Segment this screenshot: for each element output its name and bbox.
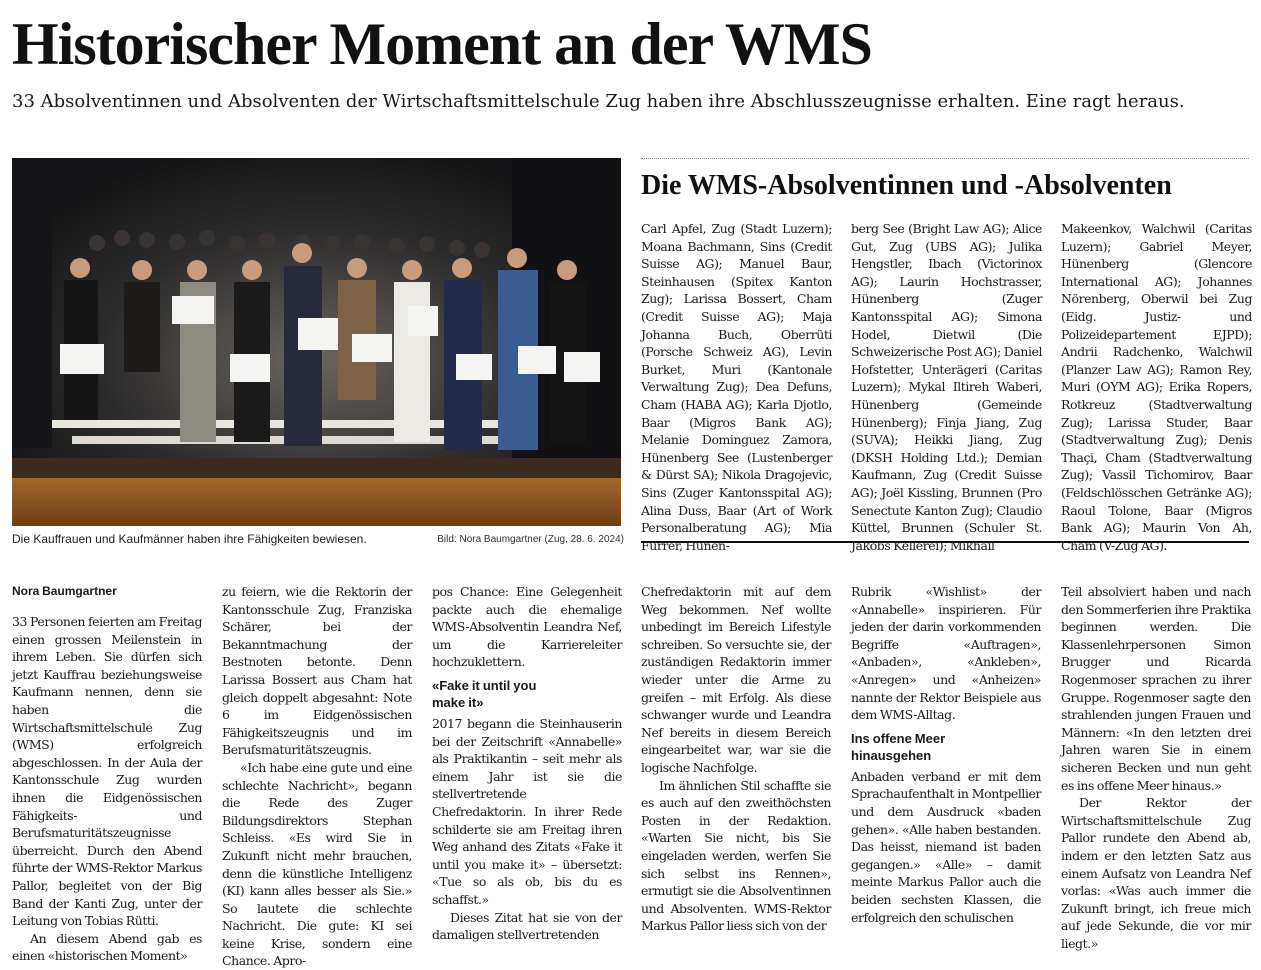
body-paragraph: An diesem Abend gab es einen «historischen Moment»	[12, 930, 202, 964]
body-column-2	[222, 583, 412, 969]
body-paragraph: Anbaden verband er mit dem Sprachaufenthalt in Montpellier und dem Ausdruck «baden gehen». «Alle haben bestanden. Das heisst, niemand ist baden gegangen.» «Alle» – damit meinte Markus Pallor auch die beiden sechsten Klassen, die erfolgreich den schulischen	[851, 768, 1041, 925]
body-paragraph: 33 Personen feierten am Freitag einen grossen Meilenstein in ihrem Leben. Sie dürfen sich jetzt Kauffrau beziehungsweise Kaufmann nennen, denn sie haben die Wirtschaftsmittelschule Zug (WMS) erfolgreich abgeschlossen. In der Aula der Kantonsschule Zug wurden ihnen die Eidgenössischen Fähigkeits- und Berufsmaturitätszeugnisse überreicht. Durch den Abend führte der WMS-Rektor Markus Pallor, begleitet von der Big Band der Kanti Zug, unter der Leitung von Tobias Rütti.	[12, 614, 202, 929]
subtitle: 33 Absolventinnen und Absolventen der Wirtschaftsmittelschule Zug haben ihre Abschlusszeugnisse erhalten. Eine ragt heraus.	[12, 91, 1185, 112]
body-column-3	[432, 583, 622, 943]
subheading-offenes-meer: Ins offene Meer hinausgehen	[851, 730, 946, 763]
body-paragraph: 2017 begann die Steinhauserin bei der Zeitschrift «Annabelle» als Praktikantin – seit mehr als einem Jahr ist sie die stellvertretende Chefredaktorin. In ihrer Rede schilderte sie am Freitag ihren Weg anhand des Zitats «Fake it until you make it» – übersetzt: «Tue so als ob, bis du es schaffst.»	[432, 715, 622, 907]
author-byline: Nora Baumgartner	[12, 584, 117, 598]
caption-text: Die Kauffrauen und Kaufmänner haben ihre Fähigkeiten bewiesen.	[12, 532, 367, 546]
photo-caption	[12, 531, 624, 547]
subheading-fake-it: «Fake it until you make it»	[432, 677, 537, 710]
body-paragraph: Chefredaktorin mit auf dem Weg bekommen. Nef wollte unbedingt im Bereich Lifestyle schreiben. So versuchte sie, der zuständigen Redaktorin immer wieder unter die Arme zu greifen – mit Erfolg. Als diese schwanger wurde und Leandra Nef bereits in diesem Bereich eingearbeitet war, war sie die logische Nachfolge.	[641, 584, 831, 775]
group-photo-illustration	[12, 158, 621, 526]
body-paragraph: «Ich habe eine gute und eine schlechte Nachricht», begann die Rede des Zuger Bildungsdirektors Stephan Schleiss. «Es wird Sie in Zukunft nicht mehr brauchen, denn die künstliche Intelligenz (KI) kann alles besser als Sie.» So lautete die schlechte Nachricht. Die gute: KI sei keine Krise, sondern eine Chance. Apro-	[222, 759, 412, 969]
body-paragraph: zu feiern, wie die Rektorin der Kantonsschule Zug, Franziska Schärer, bei der Bekanntmachung der Bestnoten betonte. Denn Larissa Bossert aus Cham hat gleich doppelt abgesahnt: Note 6 im Eidgenössischen Fähigkeitszeugnis und im Berufsmaturitätszeugnis.	[222, 584, 412, 758]
body-paragraph: pos Chance: Eine Gelegenheit packte auch die ehemalige WMS-Absolventin Leandra Nef, um die Karriereleiter hochzuklettern.	[432, 584, 622, 670]
body-paragraph: Rubrik «Wishlist» der «Annabelle» inspirieren. Für jeden der darin vorkommenden Begriffe «Auftragen», «Anbaden», «Ankleben», «Anregen» und «Anheizen» nannte der Rektor Beispiele aus dem WMS-Alltag.	[851, 584, 1041, 723]
box-top-rule	[641, 158, 1249, 159]
graduates-box-title: Die WMS-Absolventinnen und -Absolventen	[641, 170, 1172, 201]
body-paragraph: Im ähnlichen Stil schaffte sie es auch auf den zweithöchsten Posten in der Redaktion. «Warten Sie nicht, bis Sie eingeladen werden, werfen Sie sich selbst ins Rennen», ermutigt sie die Absolventinnen und Absolventen. WMS-Rektor Markus Pallor liess sich von der	[641, 777, 831, 934]
group-photo	[12, 158, 621, 526]
body-paragraph: Dieses Zitat hat sie von der damaligen stellvertretenden	[432, 909, 622, 943]
body-column-5	[851, 583, 1041, 928]
graduates-list-column-1: Carl Apfel, Zug (Stadt Luzern); Moana Bachmann, Sins (Credit Suisse AG); Manuel Baur, Steinhausen (Spitex Kanton Zug); Larissa Bossert, Cham (Credit Suisse AG); Maja Johanna Buch, Oberrüti (Porsche Schweiz AG), Levin Burket, Muri (Kantonale Verwaltung Zug); Dea Defuns, Cham (HABA AG); Karla Djotlo, Baar (Migros Bank AG); Melanie Dominguez Zamora, Hünenberg See (Lustenberger & Dürst SA); Nikola Dragojevic, Sins (Zuger Kantonsspital AG); Alina Duss, Baar (Art of Work Personalberatung AG); Mia Furrer, Hünen-	[641, 221, 832, 553]
headline: Historischer Moment an der WMS	[12, 11, 872, 77]
body-column-6	[1061, 583, 1251, 951]
body-paragraph: Teil absolviert haben und nach den Sommerferien ihre Praktika beginnen werden. Die Klassenlehrpersonen Simon Brugger und Ricarda Rogenmoser sprachen zu ihrer Gruppe. Rogenmoser sagte den strahlenden jungen Frauen und Männern: «In den letzten drei Jahren waren Sie in einem sicheren Becken und nun geht es ins offene Meer hinaus.»	[1061, 584, 1251, 793]
graduates-list-column-2: berg See (Bright Law AG); Alice Gut, Zug (UBS AG); Julika Hengstler, Ibach (Victorinox AG); Laurin Hochstrasser, Hünenberg (Zuger Kantonsspital AG); Simona Hodel, Dietwil (Die Schweizerische Post AG); Daniel Hofstetter, Unterägeri (Caritas Luzern); Mykal Iltireh Waberi, Hünenberg (Gemeinde Hünenberg); Finja Jiang, Zug (SUVA); Heikki Jiang, Zug (DKSH Holding Ltd.); Demian Kaufmann, Zug (Credit Suisse AG); Joël Kissling, Brunnen (Pro Senectute Kanton Zug); Claudio Küttel, Brunnen (Schuler St. Jakobs Kellerei); Mikhail	[851, 221, 1042, 553]
body-column-1	[12, 583, 202, 964]
photo-credit: Bild: Nora Baumgartner (Zug, 28. 6. 2024)	[437, 534, 624, 545]
body-column-4	[641, 583, 831, 934]
box-bottom-rule	[641, 541, 1249, 543]
graduates-list-column-3: Makeenkov, Walchwil (Caritas Luzern); Gabriel Meyer, Hünenberg (Glencore International AG); Johannes Nörenberg, Oberwil bei Zug (Eidg. Justiz- und Polizeidepartement EJPD); Andrii Radchenko, Walchwil (Planzer Law AG); Ramon Rey, Muri (OYM AG); Erika Ropers, Rotkreuz (Stadtverwaltung Zug); Larissa Studer, Baar (Stadtverwaltung Zug); Denis Thaçi, Cham (Stadtverwaltung Zug); Vassil Tichomirov, Baar (Feldschlösschen Getränke AG); Raoul Tolone, Baar (Migros Bank AG); Maurin Von Ah, Cham (V-Zug AG).	[1061, 221, 1252, 553]
body-paragraph: Der Rektor der Wirtschaftsmittelschule Zug Pallor rundete den Abend ab, indem er den letzten Satz aus einem Aufsatz von Leandra Nef vorlas: «Was auch immer die Zukunft bringt, ich freue mich auf jede Sekunde, die vor mir liegt.»	[1061, 795, 1251, 951]
